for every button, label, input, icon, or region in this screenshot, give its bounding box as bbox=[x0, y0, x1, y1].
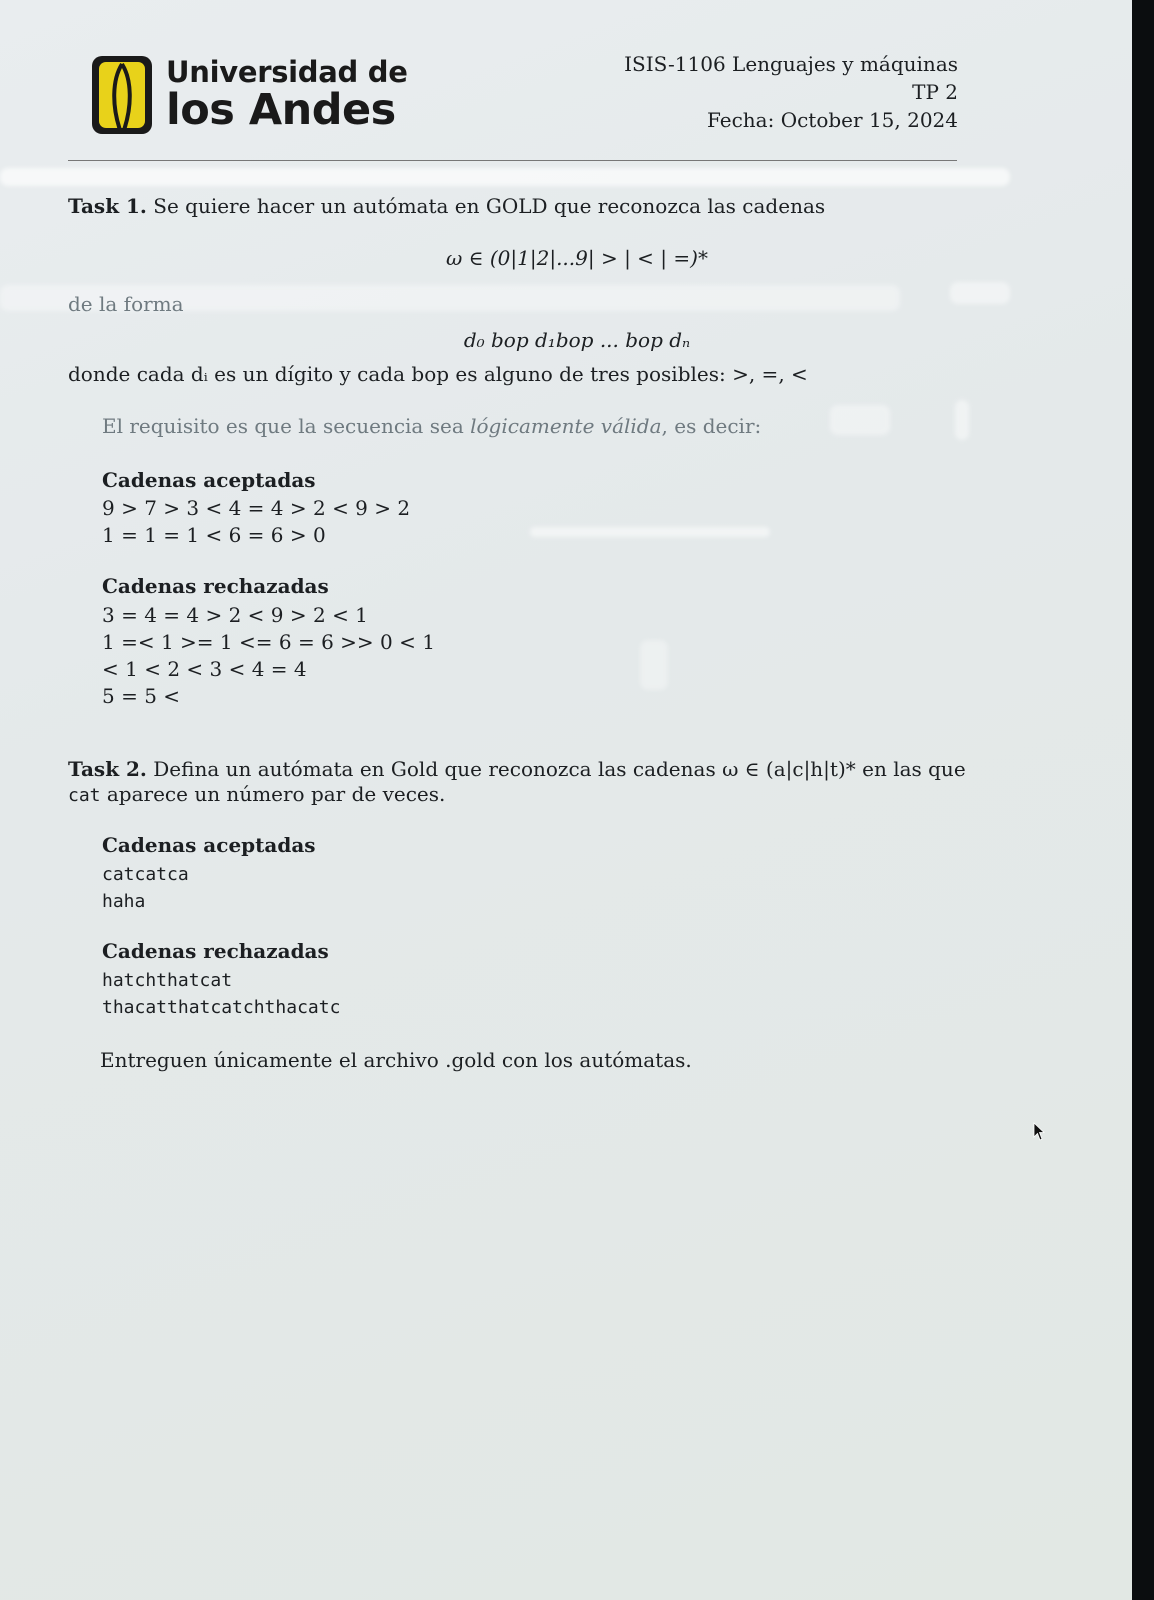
header-divider bbox=[68, 160, 957, 161]
task1-label: Task 1. bbox=[68, 194, 147, 218]
task2-accepted-item: haha bbox=[102, 891, 146, 912]
task1-intro-text: Se quiere hacer un autómata en GOLD que reconozca las cadenas bbox=[153, 194, 826, 218]
course-title: ISIS-1106 Lenguajes y máquinas bbox=[624, 52, 958, 76]
task1-rejected-title: Cadenas rechazadas bbox=[102, 574, 329, 598]
task1-accepted-title: Cadenas aceptadas bbox=[102, 468, 316, 492]
logo-line-1: Universidad de bbox=[166, 55, 408, 89]
glare-streak bbox=[830, 405, 890, 435]
task1-formula: ω ∈ (0|1|2|...9| > | < | =)* bbox=[446, 246, 708, 270]
task2-rejected-title: Cadenas rechazadas bbox=[102, 939, 329, 963]
task1-rejected-item: 5 = 5 < bbox=[102, 684, 181, 708]
logo-line-2: los Andes bbox=[166, 85, 396, 135]
glare-streak bbox=[950, 282, 1010, 304]
task1-form-label: de la forma bbox=[68, 292, 184, 316]
document-header bbox=[624, 50, 958, 134]
task1-rejected-item: 3 = 4 = 4 > 2 < 9 > 2 < 1 bbox=[102, 603, 368, 627]
task2-intro bbox=[68, 757, 966, 781]
glare-streak bbox=[0, 168, 1010, 186]
glare-streak bbox=[530, 527, 770, 537]
mouse-cursor-icon bbox=[1033, 1122, 1047, 1142]
task1-accepted-item: 9 > 7 > 3 < 4 = 4 > 2 < 9 > 2 bbox=[102, 496, 411, 520]
task1-explanation: donde cada dᵢ es un dígito y cada bop es alguno de tres posibles: >, =, < bbox=[68, 362, 808, 386]
document-date: Fecha: October 15, 2024 bbox=[706, 108, 958, 132]
requirement-text-post: , es decir: bbox=[661, 414, 762, 438]
glare-streak bbox=[955, 400, 969, 440]
task2-rejected-item: hatchthatcat bbox=[102, 970, 233, 991]
logo-shield-icon bbox=[90, 54, 154, 136]
screen-bezel bbox=[1132, 0, 1154, 1600]
task1-requirement bbox=[102, 414, 761, 438]
task1-rejected-item: < 1 < 2 < 3 < 4 = 4 bbox=[102, 657, 307, 681]
task2-rejected-item: thacatthatcatchthacatc bbox=[102, 997, 341, 1018]
task2-accepted-title: Cadenas aceptadas bbox=[102, 833, 316, 857]
footer-note: Entreguen únicamente el archivo .gold con los autómatas. bbox=[100, 1048, 692, 1072]
task2-intro-text: Defina un autómata en Gold que reconozca las cadenas ω ∈ (a|c|h|t)* en las que bbox=[153, 757, 966, 781]
task2-accepted-item: catcatca bbox=[102, 864, 189, 885]
assignment-name: TP 2 bbox=[912, 80, 958, 104]
requirement-text-pre: El requisito es que la secuencia sea bbox=[102, 414, 471, 438]
task2-code-cat: cat bbox=[68, 785, 101, 806]
task2-label: Task 2. bbox=[68, 757, 147, 781]
task1-intro bbox=[68, 194, 825, 218]
glare-streak bbox=[640, 640, 668, 690]
university-logo bbox=[90, 54, 408, 136]
task1-rejected-item: 1 =< 1 >= 1 <= 6 = 6 >> 0 < 1 bbox=[102, 630, 435, 654]
task1-form: d₀ bop d₁bop ... bop dₙ bbox=[463, 328, 691, 352]
requirement-emphasis: lógicamente válida bbox=[470, 414, 662, 438]
task2-line2-text: aparece un número par de veces. bbox=[100, 782, 446, 806]
task2-intro-line2 bbox=[68, 782, 445, 806]
task1-accepted-item: 1 = 1 = 1 < 6 = 6 > 0 bbox=[102, 523, 326, 547]
